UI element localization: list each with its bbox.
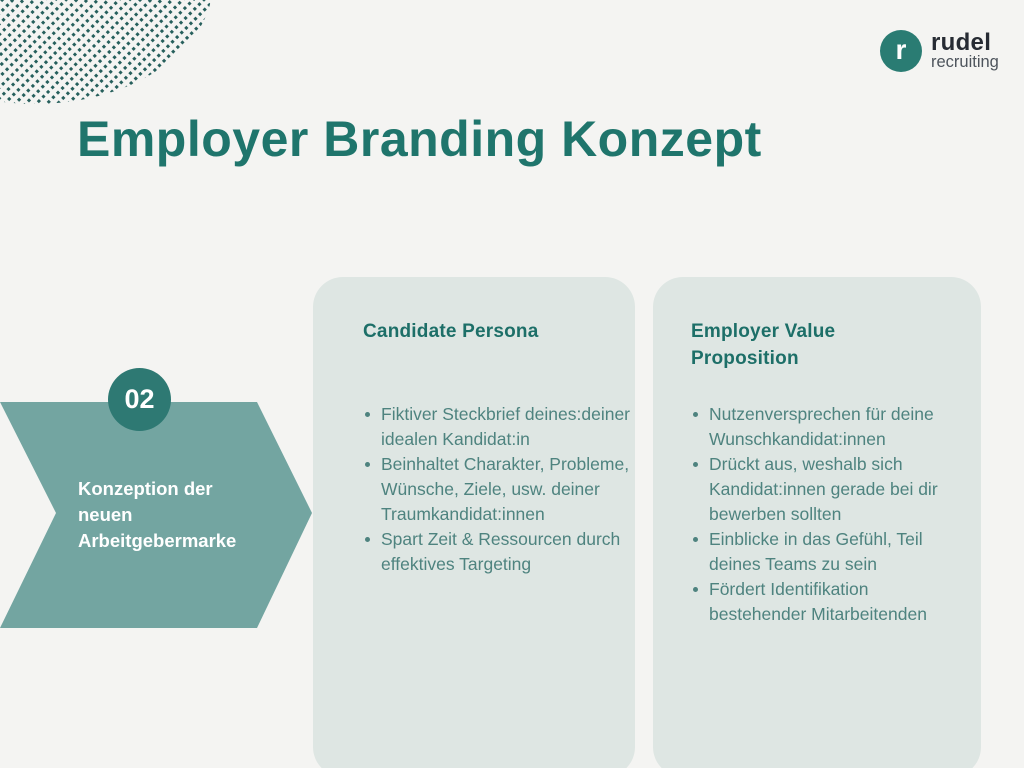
bullet-item: Nutzenversprechen für deine Wunschkandidat:innen [691, 402, 945, 452]
logo-subtitle: recruiting [931, 53, 999, 71]
logo-mark-letter: r [895, 33, 907, 65]
logo-r-icon [880, 30, 922, 72]
logo-name: rudel [931, 29, 992, 56]
bullet-item: Beinhaltet Charakter, Probleme, Wünsche, Ziele, usw. deiner Traumkandidat:innen [363, 452, 631, 527]
logo-text [931, 30, 999, 72]
step-number: 02 [124, 384, 155, 414]
page-title: Employer Branding Konzept [77, 111, 762, 167]
bullet-item: Fördert Identifikation bestehender Mitarbeitenden [691, 577, 945, 627]
bullet-item: Spart Zeit & Ressourcen durch effektives Targeting [363, 527, 631, 577]
step-label: Konzeption der neuen Arbeitgebermarke [78, 478, 237, 551]
card-heading: Employer Value Proposition [691, 321, 836, 369]
card-employer-value-proposition [653, 277, 981, 768]
card-bullet-list [363, 402, 630, 577]
card-bullet-list [691, 402, 961, 627]
bullet-item: Drückt aus, weshalb sich Kandidat:innen gerade bei dir bewerben sollten [691, 452, 945, 527]
card-heading: Candidate Persona [363, 321, 539, 342]
logo [880, 30, 999, 72]
bullet-item: Fiktiver Steckbrief deines:deiner idealen Kandidat:in [363, 402, 631, 452]
bullet-item: Einblicke in das Gefühl, Teil deines Teams zu sein [691, 527, 945, 577]
card-candidate-persona [313, 277, 635, 768]
step-number-badge [108, 368, 171, 431]
